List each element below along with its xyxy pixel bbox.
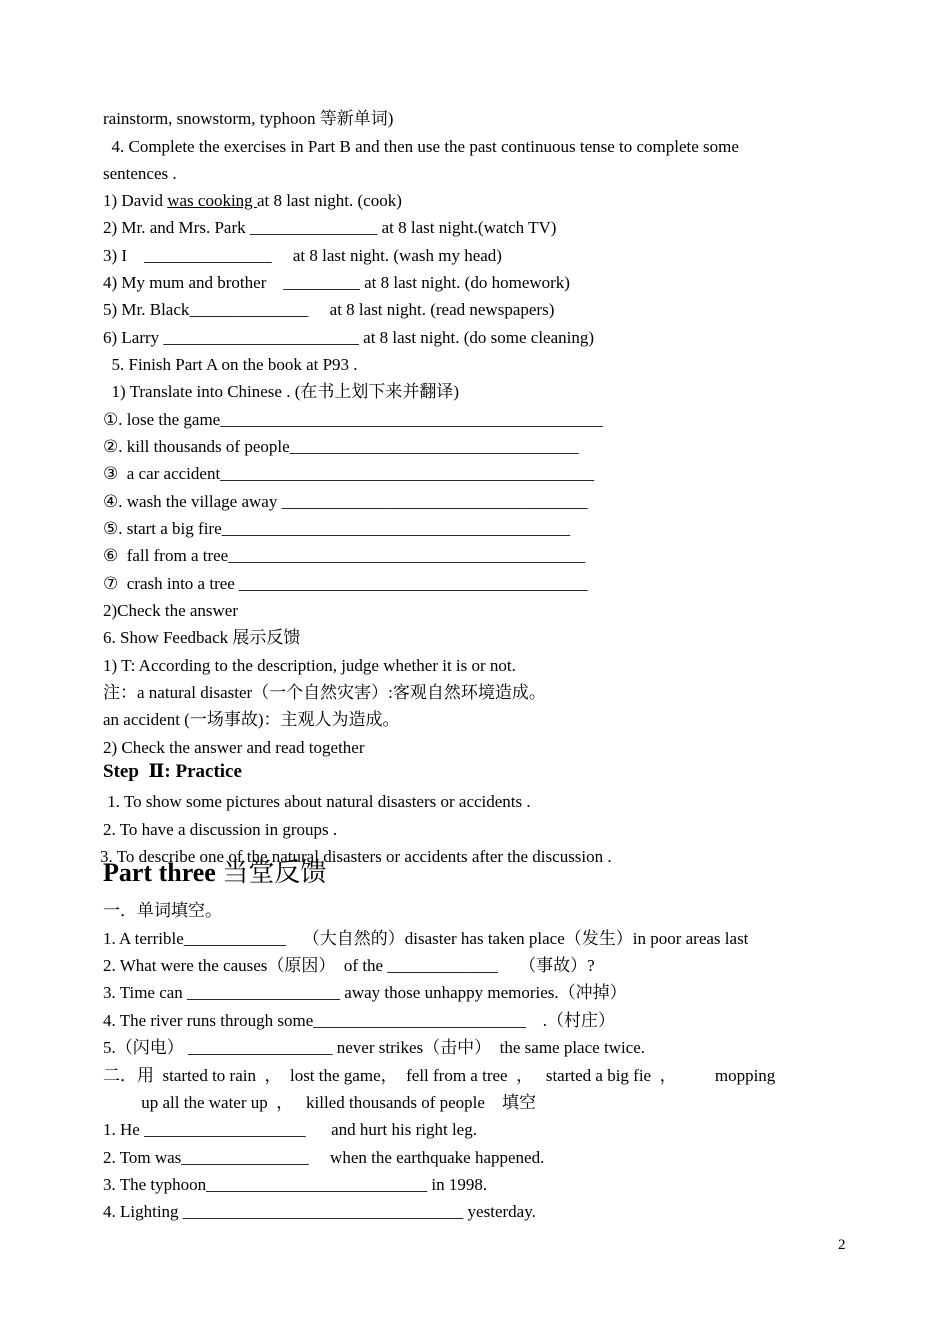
note-natural-disaster: 注：a natural disaster（一个自然灾害）:客观自然环境造成。 [103, 683, 546, 702]
heading-part-three [103, 858, 326, 888]
phrase-1: ①. lose the game_____________________________________________ [103, 410, 603, 429]
practice-3: 3. To describe one of the natural disasters or accidents after the discussion . [100, 847, 612, 866]
line-new-words: rainstorm, snowstorm, typhoon 等新单词) [103, 109, 394, 128]
exercise-1-prefix: 1) David [103, 191, 168, 210]
exercise-6: 6) Larry _______________________ at 8 last night. (do some cleaning) [103, 328, 595, 347]
practice-2: 2. To have a discussion in groups . [103, 820, 338, 839]
line-task-5: 5. Finish Part A on the book at P93 . [103, 355, 358, 374]
section-phrase-fill-cont: up all the water up ， killed thousands of people 填空 [103, 1093, 536, 1112]
fill-word-4: 4. The river runs through some_________________________ .（村庄） [103, 1011, 616, 1030]
fill-word-5: 5.（闪电） _________________ never strikes（击中） the same place twice. [103, 1038, 646, 1057]
line-sentences: sentences . [103, 164, 177, 183]
exercise-5: 5) Mr. Black______________ at 8 last night. (read newspapers) [103, 300, 555, 319]
section-phrase-fill: 二．用 started to rain ， lost the game， fell from a tree ， started a big fie ， mopping [103, 1066, 776, 1085]
line-teacher-judge: 1) T: According to the description, judge whether it is or not. [103, 656, 516, 675]
section-fill-words: 一．单词填空。 [103, 901, 222, 920]
fill-word-3: 3. Time can __________________ away those unhappy memories.（冲掉） [103, 983, 627, 1002]
exercise-3: 3) I _______________ at 8 last night. (wash my head) [103, 246, 502, 265]
exercise-1-suffix: at 8 last night. (cook) [256, 191, 402, 210]
line-task-4: 4. Complete the exercises in Part B and then use the past continuous tense to complete some [103, 137, 739, 156]
exercise-4: 4) My mum and brother _________ at 8 last night. (do homework) [103, 273, 570, 292]
exercise-2: 2) Mr. and Mrs. Park _______________ at 8 last night.(watch TV) [103, 218, 557, 237]
phrase-5: ⑤. start a big fire_________________________________________ [103, 519, 571, 538]
phrase-2: ②. kill thousands of people__________________________________ [103, 437, 579, 456]
line-show-feedback: 6. Show Feedback 展示反馈 [103, 628, 301, 647]
phrase-3: ③ a car accident____________________________________________ [103, 464, 595, 483]
note-accident: an accident (一场事故)：主观人为造成。 [103, 710, 400, 729]
phrase-fill-4: 4. Lighting _________________________________ yesterday. [103, 1202, 536, 1221]
phrase-fill-1: 1. He ___________________ and hurt his right leg. [103, 1120, 477, 1139]
line-check-answer: 2)Check the answer [103, 601, 239, 620]
fill-word-1: 1. A terrible____________ （大自然的）disaster has taken place（发生）in poor areas last [103, 929, 749, 948]
phrase-fill-3: 3. The typhoon__________________________ in 1998. [103, 1175, 488, 1194]
practice-1: 1. To show some pictures about natural disasters or accidents . [103, 792, 531, 811]
line-translate: 1) Translate into Chinese . (在书上划下来并翻译) [103, 382, 460, 401]
phrase-6: ⑥ fall from a tree__________________________________________ [103, 546, 586, 565]
phrase-7: ⑦ crash into a tree _________________________________________ [103, 574, 588, 593]
heading-step-2: Step Ⅱ: Practice [103, 761, 242, 782]
heading-part-three-zh: 当堂反馈 [222, 858, 327, 887]
exercise-1 [103, 191, 402, 211]
phrase-4: ④. wash the village away ____________________________________ [103, 492, 588, 511]
phrase-fill-2: 2. Tom was_______________ when the earthquake happened. [103, 1148, 545, 1167]
fill-word-2: 2. What were the causes（原因） of the _____________ （事故）? [103, 956, 595, 975]
heading-part-three-en: Part three [103, 858, 223, 887]
exercise-1-answer: was cooking [167, 191, 257, 210]
line-check-read: 2) Check the answer and read together [103, 738, 365, 757]
page-number: 2 [838, 1237, 846, 1253]
